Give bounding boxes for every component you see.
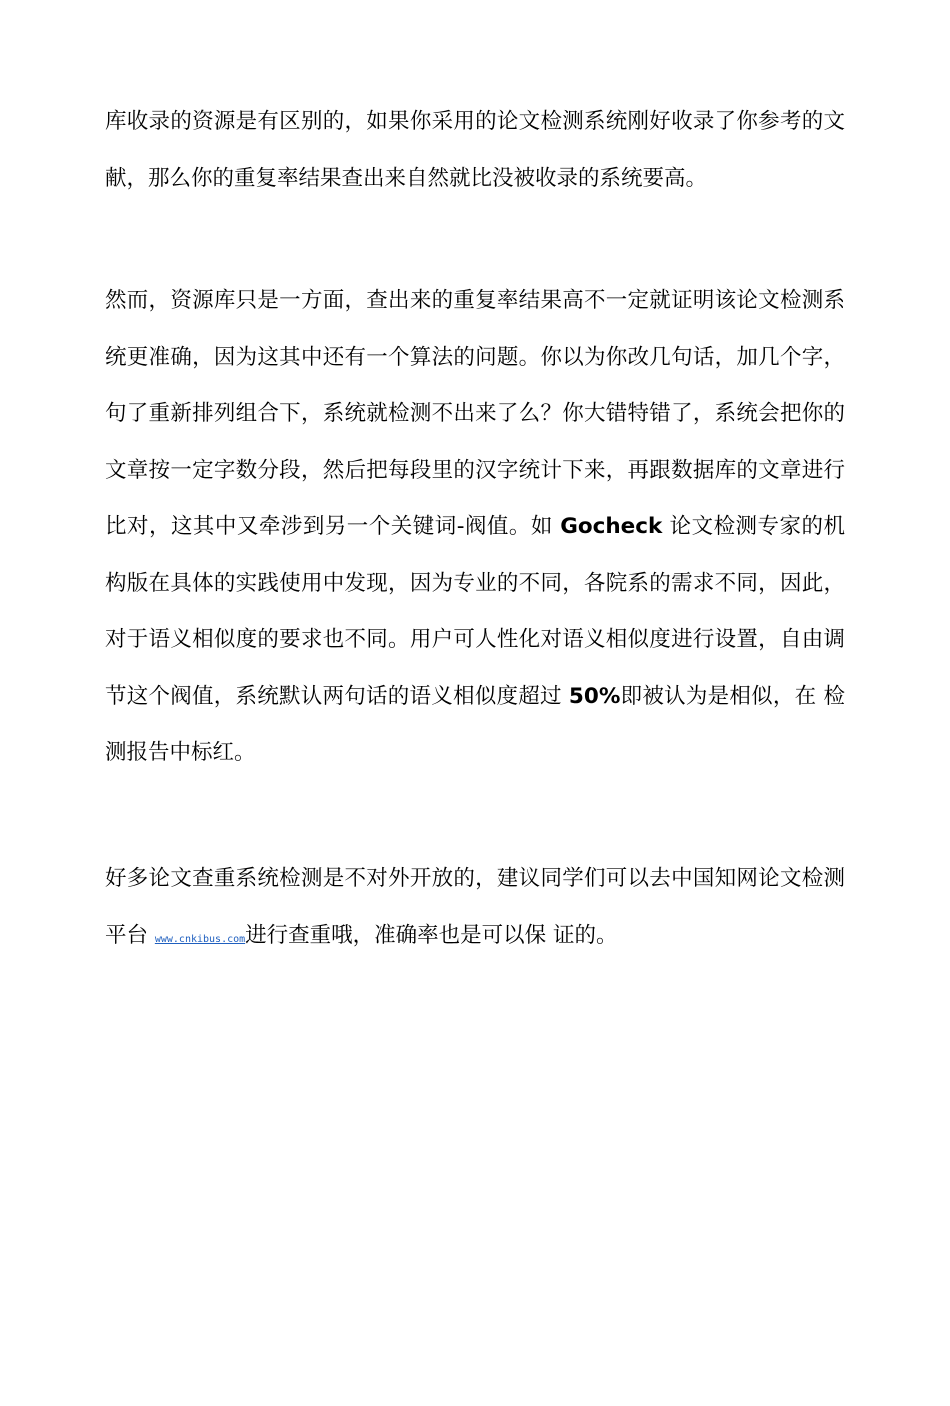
brand-name-gocheck: Gocheck bbox=[560, 514, 663, 539]
paragraph-resource-library: 库收录的资源是有区别的，如果你采用的论文检测系统刚好收录了你参考的文献，那么你的重复率结果查出来自然就比没被收录的系统要高。 bbox=[105, 109, 845, 191]
similarity-threshold-value: 50% bbox=[568, 683, 621, 709]
paragraph-text: 好多论文查重系统检测是不对外开放的，建议同学们可以去中国知网论文检测平台 bbox=[105, 866, 845, 948]
paragraph-recommendation bbox=[105, 851, 845, 968]
paragraph-text: 即被认为是相似，在 检测报告中标红。 bbox=[105, 683, 845, 765]
paragraph-text: 然而，资源库只是一方面，查出来的重复率结果高不一定就证明该论文检测系统更准确，因为这其中还有一个算法的问题。你以为你改几句话，加几个字，句了重新排列组合下，系统就检测不出来了么？你大错特错了，系统会把你的文章按一定字数分段，然后把每段里的汉字统计下来，再跟数据库的文章进行比对，这其中又牵涉到另一个关键词-阀值。如 bbox=[105, 288, 845, 539]
paragraph-text: 进行查重哦，准确率也是可以保 证的。 bbox=[245, 922, 618, 948]
paragraph-algorithm-threshold bbox=[105, 273, 845, 782]
cnkibus-link[interactable]: www.cnkibus.com bbox=[154, 933, 246, 945]
paragraph-text: 论文检测专家的机构版在具体的实践使用中发现，因为专业的不同，各院系的需求不同，因此，对于语义相似度的要求也不同。用户可人性化对语义相似度进行设置，自由调节这个阀值，系统默认两句话的语义相似度超过 bbox=[105, 514, 845, 709]
